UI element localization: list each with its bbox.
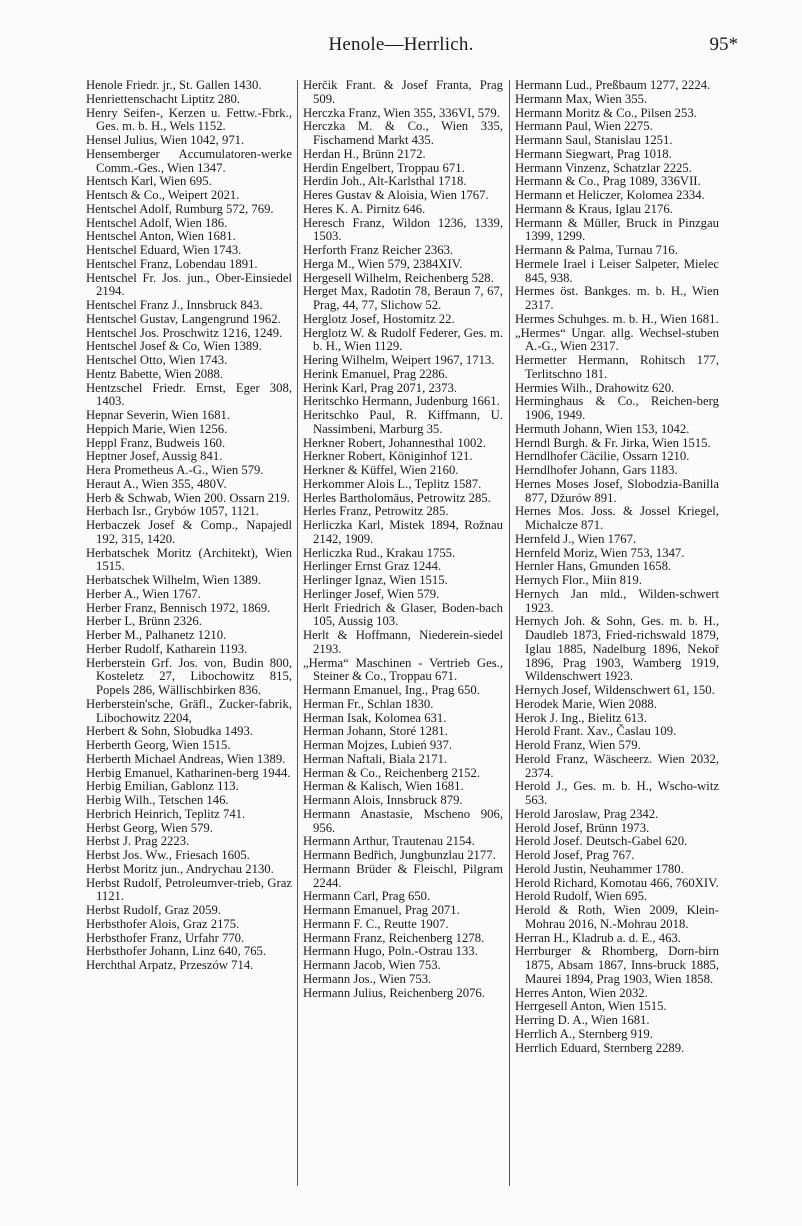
directory-entry: Herlinger Josef, Wien 579. [303,586,440,601]
directory-entry: Herber Franz, Bennisch 1972, 1869. [86,600,271,615]
directory-entry: Hermann Siegwart, Prag 1018. [515,146,672,161]
directory-entry: Herold J., Ges. m. b. H., Wscho-witz 563. [515,779,719,807]
directory-entry: Herforth Franz Reicher 2363. [303,243,454,257]
directory-entry: Herold & Roth, Wien 2009, Klein-Mohrau 2016, N.-Mohrau 2018. [515,903,719,931]
directory-entry: Hernych Flor., Miin 819. [515,573,642,587]
directory-entry: Herkner Robert, Johannesthal 1002. [303,435,486,450]
directory-entry: Hensel Julius, Wien 1042, 971. [86,133,245,147]
directory-entry: Heres Gustav & Aloisia, Wien 1767. [303,188,489,202]
directory-entry: Hermann Bedřich, Jungbunzlau 2177. [303,848,496,862]
directory-entry: Henriettenschacht Liptitz 280. [86,91,240,106]
directory-entry: Herman Fr., Schlan 1830. [303,696,434,711]
directory-entry: Hermann Emanuel, Ing., Prag 650. [303,683,480,697]
directory-entry: Herold Rudolf, Wien 695. [515,889,648,904]
directory-entry: Herchthal Arpatz, Przeszów 714. [86,958,254,972]
directory-entry: Herglotz W. & Rudolf Federer, Ges. m. b. H., Wien 1129. [303,325,503,354]
directory-entry: Herlinger Ignaz, Wien 1515. [303,573,448,587]
directory-entry: Herbst J. Prag 2223. [86,834,190,849]
directory-entry: Herbst Rudolf, Graz 2059. [86,903,221,917]
directory-entry: Herkommer Alois L., Teplitz 1587. [303,476,482,491]
directory-entry: Hermann Jacob, Wien 753. [303,958,441,972]
directory-column-middle [303,79,503,1000]
column-divider [509,80,510,1186]
directory-entry: Heres K. A. Pirnitz 646. [303,201,426,216]
directory-entry: Herold Josef, Brünn 1973. [515,820,650,835]
directory-entry: Hera Prometheus A.-G., Wien 579. [86,463,264,477]
page-header [0,34,802,58]
directory-entry: Herold Richard, Komotau 466, 760XIV. [515,875,719,890]
directory-entry: Herbsthofer Johann, Linz 640, 765. [86,944,267,959]
directory-entry: Herbsthofer Alois, Graz 2175. [86,916,240,931]
directory-entry: Hermann Paul, Wien 2275. [515,119,653,134]
directory-entry: Hermann et Heliczer, Kolomea 2334. [515,188,705,202]
directory-entry: Hepnar Severin, Wien 1681. [86,408,231,422]
directory-entry: Hentzschel Friedr. Ernst, Eger 308, 1403. [86,380,292,409]
directory-entry: Herles Bartholomäus, Petrowitz 285. [303,490,491,505]
directory-entry: Hentschel Otto, Wien 1743. [86,353,228,367]
directory-entry: Herliczka Karl, Mistek 1894, Rožnau 2142, 1909. [303,518,503,546]
directory-entry: Hernfeld Moriz, Wien 753, 1347. [515,545,685,560]
directory-entry: Heptner Josef, Aussig 841. [86,449,223,464]
directory-entry: Hermann Anastasie, Mscheno 906, 956. [303,806,503,835]
directory-entry: Herodek Marie, Wien 2088. [515,696,657,711]
directory-entry: Herbsthofer Franz, Urfahr 770. [86,930,245,945]
directory-entry: Herman & Co., Reichenberg 2152. [303,765,480,780]
directory-entry: Heritschko Hermann, Judenburg 1661. [303,394,500,409]
directory-entry: Hernes Moses Josef, Slobodzia-Banilla 877, Džurów 891. [515,476,719,505]
directory-entry: Heppich Marie, Wien 1256. [86,421,228,436]
directory-entry: Herbrich Heinrich, Teplitz 741. [86,806,246,821]
directory-entry: Herbst Jos. Ww., Friesach 1605. [86,848,250,862]
directory-entry: Hentschel Anton, Wien 1681. [86,229,236,244]
column-divider [297,80,298,1186]
directory-entry: Hentschel Adolf, Wien 186. [86,215,228,230]
directory-entry: Herink Emanuel, Prag 2286. [303,366,448,381]
directory-entry: Hermetter Hermann, Rohitsch 177, Terlitschno 181. [515,353,719,381]
directory-entry: Herold Justin, Neuhammer 1780. [515,861,684,876]
directory-entry: Herold Josef, Prag 767. [515,848,635,862]
directory-entry: Hentschel Jos. Proschwitz 1216, 1249. [86,325,283,340]
directory-entry: Herbatschek Moritz (Architekt), Wien 1515. [86,545,292,574]
directory-entry: Hentz Babette, Wien 2088. [86,366,224,381]
directory-entry: Herndlhofer Johann, Gars 1183. [515,463,678,477]
directory-entry: Hermann Hugo, Poln.-Ostrau 133. [303,944,478,959]
directory-entry: Herber M., Palhanetz 1210. [86,628,227,642]
directory-entry: Henry Seifen-, Kerzen u. Fettw.-Fbrk., Ges. m. b. H., Wels 1152. [86,105,292,134]
directory-entry: Herlinger Ernst Graz 1244. [303,559,442,574]
directory-entry: Hentsch Karl, Wien 695. [86,174,212,189]
directory-entry: Hermann Max, Wien 355. [515,91,648,106]
directory-entry: Herga M., Wien 579, 2384XIV. [303,256,463,271]
directory-entry: Hernfeld J., Wien 1767. [515,531,637,546]
directory-entry: Heresch Franz, Wildon 1236, 1339, 1503. [303,215,503,244]
directory-entry: Herberth Georg, Wien 1515. [86,738,231,752]
directory-entry: Hermann Vinzenz, Schatzlar 2225. [515,160,692,175]
directory-entry: Hernych Josef, Wildenschwert 61, 150. [515,683,715,697]
directory-entry: Herndl Burgh. & Fr. Jirka, Wien 1515. [515,435,711,450]
directory-entry: Herbach Isr., Grybów 1057, 1121. [86,504,259,519]
directory-entry: Herberstein Grf. Jos. von, Budin 800, Kosteletz 27, Libochowitz 815, Popels 286, Wällischbirken 836. [86,655,292,697]
directory-entry: Herglotz Josef, Hostomitz 22. [303,311,455,326]
directory-entry: Herliczka Rud., Krakau 1755. [303,545,456,560]
directory-entry: Hentschel Josef & Co, Wien 1389. [86,339,262,354]
directory-entry: Hermann Brüder & Fleischl, Pilgram 2244. [303,861,503,890]
directory-entry: Hernych Jan mld., Wilden-schwert 1923. [515,586,719,615]
directory-entry: Herrgesell Anton, Wien 1515. [515,999,667,1014]
directory-entry: Heritschko Paul, R. Kiffmann, U. Nassimbeni, Marburg 35. [303,408,503,436]
directory-entry: Herman Isak, Kolomea 631. [303,710,447,725]
directory-entry: Herbst Georg, Wien 579. [86,820,213,835]
directory-entry: Herkner & Küffel, Wien 2160. [303,463,459,477]
directory-column-left [86,79,292,973]
directory-entry: Hernych Joh. & Sohn, Ges. m. b. H., Daudleb 1873, Fried-richswald 1879, Iglau 1885, Nadelburg 1896, Nekoř 1896, Prag 1903, Wamberg 1919, Wildenschwert 1923. [515,614,719,684]
directory-entry: Hermele Irael i Leiser Salpeter, Mielec 845, 938. [515,256,719,285]
directory-entry: Herman & Kalisch, Wien 1681. [303,779,464,794]
directory-entry: Herber A., Wien 1767. [86,586,201,601]
directory-column-right [515,79,719,1055]
directory-entry: Herbig Emilian, Gablonz 113. [86,779,239,794]
directory-entry: Hermann Franz, Reichenberg 1278. [303,930,485,945]
directory-entry: Hermes Schuhges. m. b. H., Wien 1681. [515,311,719,326]
directory-entry: Hentschel Franz, Lobendau 1891. [86,256,258,271]
directory-entry: Herles Franz, Petrowitz 285. [303,504,449,519]
directory-entry: Herberstein'sche, Gräfl., Zucker-fabrik, Libochowitz 2204, [86,696,292,725]
directory-entry: Hentschel Gustav, Langengrund 1962. [86,311,281,326]
directory-entry: „Hermes“ Ungar. allg. Wechsel-stuben A.-G., Wien 2317. [515,325,719,354]
directory-entry: Hernes Mos. Joss. & Jossel Kriegel, Michalcze 871. [515,504,719,532]
directory-entry: Herberth Michael Andreas, Wien 1389. [86,751,286,766]
directory-entry: Herran H., Kladrub a. d. E., 463. [515,930,681,945]
directory-entry: Herrlich A., Sternberg 919. [515,1026,653,1041]
directory-entry: Herlt & Hoffmann, Niederein-siedel 2193. [303,628,503,656]
directory-entry: Hergesell Wilhelm, Reichenberg 528. [303,270,494,285]
directory-entry: Herczka Franz, Wien 355, 336VI, 579. [303,105,500,120]
directory-entry: Hentschel Adolf, Rumburg 572, 769. [86,201,274,216]
directory-entry: Hermann Carl, Prag 650. [303,889,431,904]
directory-entry: Herold Franz, Wien 579. [515,738,641,752]
directory-entry: Hentsch & Co., Weipert 2021. [86,188,240,202]
directory-entry: Herold Frant. Xav., Časlau 109. [515,724,677,739]
directory-entry: Herrburger & Rhomberg, Dorn-birn 1875, Absam 1867, Inns-bruck 1885, Maurei 1894, Prag 1903, Wien 1858. [515,944,719,986]
directory-entry: „Herma“ Maschinen - Vertrieb Ges., Steiner & Co., Troppau 671. [303,655,503,684]
directory-entry: Herbst Rudolf, Petroleumver-trieb, Graz 1121. [86,875,292,904]
directory-entry: Herman Naftali, Biala 2171. [303,751,448,766]
directory-entry: Herring D. A., Wien 1681. [515,1013,650,1027]
directory-entry: Herbert & Sohn, Slobudka 1493. [86,724,254,739]
directory-entry: Hermann Jos., Wien 753. [303,971,432,986]
directory-entry: Herminghaus & Co., Reichen-berg 1906, 1949. [515,394,719,422]
directory-entry: Hermuth Johann, Wien 153, 1042. [515,421,690,436]
directory-entry: Herrlich Eduard, Sternberg 2289. [515,1040,685,1055]
page-title: Henole—Herrlich. [328,34,474,55]
directory-entry: Heraut A., Wien 355, 480V. [86,476,227,491]
directory-entry: Herbig Wilh., Tetschen 146. [86,793,229,807]
directory-entry: Herkner Robert, Königinhof 121. [303,449,473,464]
directory-entry: Hermann Moritz & Co., Pilsen 253. [515,105,697,120]
directory-entry: Herman Johann, Storé 1281. [303,724,448,739]
directory-entry: Hermann Lud., Preßbaum 1277, 2224. [515,78,711,92]
directory-entry: Hernler Hans, Gmunden 1658. [515,559,672,574]
directory-entry: Herčik Frant. & Josef Franta, Prag 509. [303,78,503,106]
page-number: 95* [709,34,738,55]
directory-entry: Herdin Engelbert, Troppau 671. [303,160,465,175]
directory-entry: Hermann Emanuel, Prag 2071. [303,903,460,917]
directory-entry: Herold Franz, Wäscheerz. Wien 2032, 2374. [515,751,719,780]
directory-entry: Hermann F. C., Reutte 1907. [303,916,449,931]
directory-entry: Herczka M. & Co., Wien 335, Fischamend Markt 435. [303,119,503,147]
directory-entry: Hermes öst. Bankges. m. b. H., Wien 2317. [515,284,719,312]
directory-entry: Hentschel Fr. Jos. jun., Ober-Einsiedel 2194. [86,270,292,299]
directory-entry: Hermann & Co., Prag 1089, 336VII. [515,174,701,189]
directory-entry: Hermann & Palma, Turnau 716. [515,243,678,257]
directory-entry: Herlt Friedrich & Glaser, Boden-bach 105, Aussig 103. [303,600,503,629]
directory-entry: Herndlhofer Cäcilie, Ossarn 1210. [515,449,690,464]
directory-entry: Hentschel Franz J., Innsbruck 843. [86,298,263,312]
directory-entry: Herber L, Brünn 2326. [86,614,202,629]
directory-entry: Herman Mojzes, Lubień 937. [303,738,453,752]
directory-entry: Hensemberger Accumulatoren-werke Comm.-Ges., Wien 1347. [86,146,292,175]
directory-entry: Heppl Franz, Budweis 160. [86,435,226,450]
directory-entry: Herbaczek Josef & Comp., Napajedl 192, 315, 1420. [86,518,292,546]
directory-entry: Hermann Saul, Stanislau 1251. [515,133,673,147]
directory-entry: Herbatschek Wilhelm, Wien 1389. [86,573,262,587]
directory-entry: Herok J. Ing., Bielitz 613. [515,710,647,725]
directory-entry: Henole Friedr. jr., St. Gallen 1430. [86,78,262,92]
directory-entry: Hermann & Kraus, Iglau 2176. [515,201,673,216]
directory-entry: Herget Max, Radotin 78, Beraun 7, 67, Prag, 44, 77, Slichow 52. [303,284,503,312]
directory-entry: Hermann Julius, Reichenberg 2076. [303,985,485,1000]
directory-entry: Herold Josef. Deutsch-Gabel 620. [515,834,688,849]
directory-entry: Herold Jaroslaw, Prag 2342. [515,806,659,821]
directory-entry: Herdan H., Brünn 2172. [303,146,426,161]
directory-entry: Hentschel Eduard, Wien 1743. [86,243,242,257]
directory-entry: Hermies Wilh., Drahowitz 620. [515,380,675,395]
directory-entry: Herb & Schwab, Wien 200. Ossarn 219. [86,490,290,505]
directory-entry: Hering Wilhelm, Weipert 1967, 1713. [303,353,495,367]
directory-entry: Hermann Alois, Innsbruck 879. [303,793,463,807]
directory-entry: Herbig Emanuel, Katharinen-berg 1944. [86,765,291,780]
directory-entry: Hermann & Müller, Bruck in Pinzgau 1399, 1299. [515,215,719,244]
directory-entry: Herber Rudolf, Katharein 1193. [86,641,248,656]
directory-entry: Herres Anton, Wien 2032. [515,985,648,1000]
directory-entry: Herbst Moritz jun., Andrychau 2130. [86,861,274,876]
directory-entry: Herink Karl, Prag 2071, 2373. [303,380,457,395]
directory-entry: Herdin Joh., Alt-Karlsthal 1718. [303,174,467,189]
directory-entry: Hermann Arthur, Trautenau 2154. [303,834,475,849]
